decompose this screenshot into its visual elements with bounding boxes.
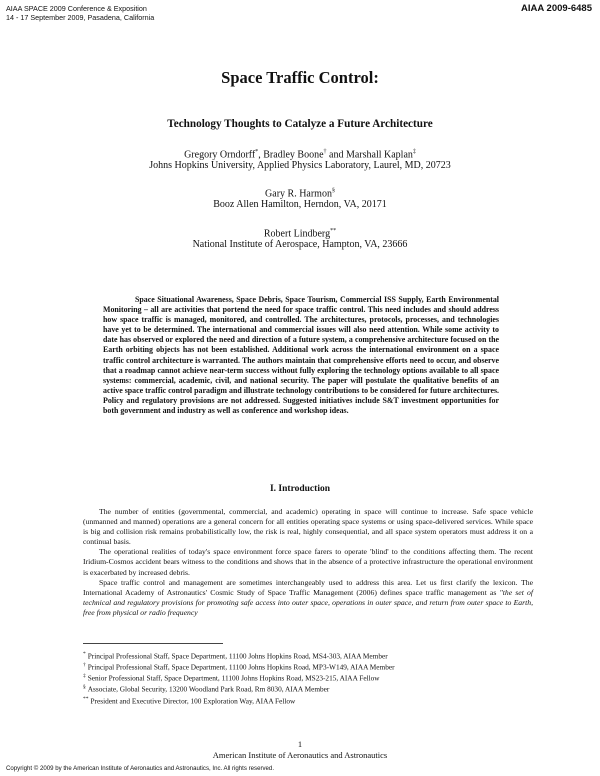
footnote-mark: § <box>331 188 335 194</box>
conference-name: AIAA SPACE 2009 Conference & Exposition <box>6 4 147 13</box>
footnote-mark: † <box>83 662 86 669</box>
institute-name: American Institute of Aeronautics and Astronautics <box>212 750 388 760</box>
paragraph: The operational realities of today's space environment force space farers to operate 'blind' to the conditions affecting them. The recent Iridium-Cosmos accident bears witness to the conditions and shows that in the absence of a protective infrastructure the operational environment is exacerbated by increased debris. <box>83 547 533 577</box>
footnote-mark: ** <box>83 695 89 702</box>
footnote-text: Principal Professional Staff, Space Department, 11100 Johns Hopkins Road, MP3-W149, AIAA Member <box>87 662 395 672</box>
footnote <box>83 661 533 672</box>
footnote-mark: ‡ <box>83 673 86 680</box>
footnote-text: Senior Professional Staff, Space Department, 11100 Johns Hopkins Road, MS23-215, AIAA Fellow <box>87 673 380 683</box>
author-name: and Marshall Kaplan <box>326 149 413 161</box>
paragraph: The number of entities (governmental, commercial, and academic) operating in space will continue to increase. Safe space vehicle (unmanned and manned) operations are a general concern for all entities operating space systems or using space-delivered services. While space is big and collision risk remains probabilistically low, the risk is real, highly consequential, and all space system operators must address it on a continual basis. <box>83 507 533 547</box>
footnote-mark: † <box>323 149 327 155</box>
paper-id: AIAA 2009-6485 <box>521 3 592 14</box>
abstract-text: Space Situational Awareness, Space Debris, Space Tourism, Commercial ISS Supply, Earth Environmental Monitoring – all are activities that portend the need for space traffic control. This need includes and should address how space traffic is managed, monitored, and controlled. The architectures, protocols, processes, and technologies have yet to be determined. The international and commercial issues will also need attention. While some activity to date has observed or explored the need and direction of a future system, a comprehensive architecture focused on the Earth orbiting objects has not been established. Additional work across the international environment on a space traffic control architecture is warranted. The authors maintain that comprehensive efforts need to occur, and observe that a roadmap cannot achieve near-term success without fully exploring the technology options available to all space systems: commercial, academic, civil, and national security. The paper will postulate the qualitative benefits of an active space traffic control paradigm and illustrate technology contributions to be considered for future architectures. Policy and regulatory provisions are not addressed. Suggested initiatives include S&T investment opportunities for both government and industry as well as conference and workshop ideas. <box>103 295 499 416</box>
author-name: , Bradley Boone <box>258 149 324 161</box>
page-number: 1 <box>297 739 303 749</box>
affiliation-2: Booz Allen Hamilton, Herndon, VA, 20171 <box>213 199 387 210</box>
conference-location: 14 - 17 September 2009, Pasadena, California <box>6 13 155 22</box>
paragraph-lead: Space traffic control and management are sometimes interchangeably used to address this area. Let us first clarify the lexicon. The International Academy of Astronautics' Cosmic Study of Space Traffic Management (2006) defines space traffic management as <box>83 577 533 597</box>
footnote <box>83 672 533 683</box>
author-name: Gregory Orndorff <box>184 149 256 161</box>
affiliation-3: National Institute of Aerospace, Hampton, VA, 23666 <box>192 239 408 250</box>
footnote-mark: § <box>83 684 86 691</box>
footnote-mark: ** <box>330 228 337 234</box>
author-name: Robert Lindberg <box>263 228 331 240</box>
footnote-text: President and Executive Director, 100 Exploration Way, AIAA Fellow <box>90 695 296 705</box>
footnote <box>83 695 533 706</box>
definition-quote: "the set of technical and regulatory provisions for promoting safe access into outer space, operations in outer space, and return from outer space to Earth, free from physical or radio frequency <box>83 587 534 617</box>
abstract <box>103 295 499 416</box>
copyright-notice: Copyright © 2009 by the American Institute of Aeronautics and Astronautics, Inc. All rights reserved. <box>6 765 275 772</box>
footnote <box>83 683 533 694</box>
footnote-mark: * <box>255 149 259 155</box>
footnote-mark: * <box>83 651 86 657</box>
paragraph <box>83 578 533 618</box>
paper-title: Space Traffic Control: <box>221 68 379 87</box>
footnotes <box>83 650 533 706</box>
affiliation-1: Johns Hopkins University, Applied Physics Laboratory, Laurel, MD, 20723 <box>149 160 451 171</box>
footnote-text: Principal Professional Staff, Space Department, 11100 Johns Hopkins Road, MS4-303, AIAA Member <box>87 651 388 661</box>
footnote-divider <box>83 643 223 644</box>
body-text <box>83 507 533 618</box>
footnote-text: Associate, Global Security, 13200 Woodland Park Road, Rm 8030, AIAA Member <box>87 684 330 694</box>
section-heading: I. Introduction <box>269 484 330 494</box>
paper-subtitle: Technology Thoughts to Catalyze a Future Architecture <box>167 118 433 130</box>
footnote-mark: ‡ <box>412 149 416 155</box>
conference-header <box>6 4 154 22</box>
author-name: Gary R. Harmon <box>265 188 332 200</box>
footnote <box>83 650 533 661</box>
